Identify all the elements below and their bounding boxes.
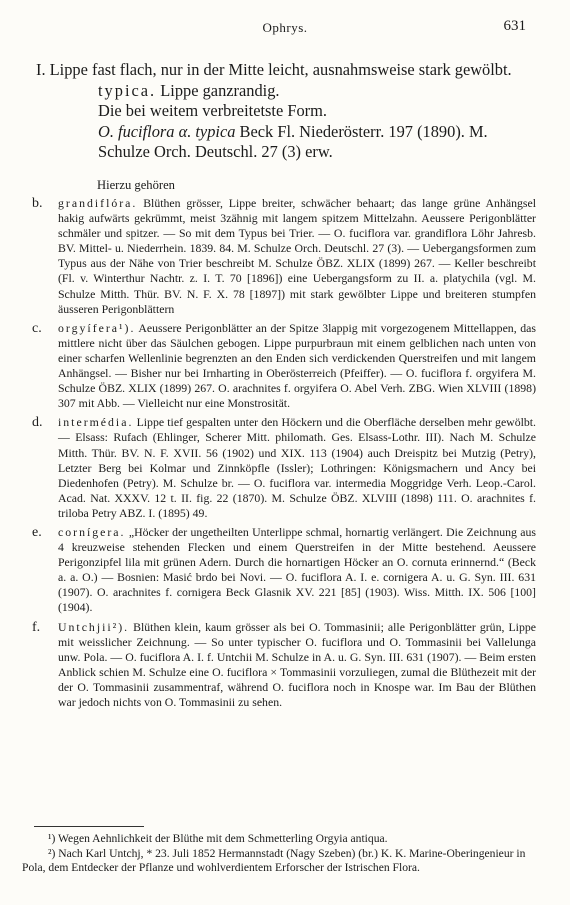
- page-number: 631: [503, 18, 526, 34]
- lead-line-3: Die bei weitem verbreitetste Form.: [98, 101, 327, 121]
- typica-desc: Lippe ganzrandig.: [160, 80, 280, 100]
- entry-text: Aeussere Perigonblätter an der Spitze 3lappig mit vorgezogenem Mittellappen, das mittlere nicht über das Säulchen gebogen. Lippe purpurbraun mit einem gelblichen nach unten von einer scharfen Wellenlinie begrenzten an den Enden sich verdickenden Querstreifen und mit langem Anhängsel. — Bisher nur bei Irnharting in Oberösterreich (Pfeiffer). — O. fuciflora f. orgyifera M. Schulze ÖBZ. XLIX (1899) 267. O. arachnites f. orgyifera O. Abel Verh. ZBG. Wien XLVIII (1898) 307 mit Abb. — Vielleicht nur eine Monstrosität.: [58, 320, 536, 411]
- entry-letter: c.: [32, 320, 42, 336]
- typica-name: typica.: [98, 80, 157, 100]
- entry-letter: b.: [32, 196, 43, 211]
- variety-entry: [32, 525, 536, 616]
- footnote-1: ¹) Wegen Aehnlichkeit der Blüthe mit dem Schmetterling Orgyia antiqua.: [48, 832, 388, 845]
- variety-entry: [32, 196, 536, 317]
- variety-entry: [32, 321, 536, 412]
- lead-reference: [36, 122, 536, 163]
- lead-typica: [36, 81, 536, 102]
- variety-entry: [32, 415, 536, 521]
- variety-entry: [32, 620, 536, 711]
- variety-list: [32, 196, 536, 710]
- entry-letter: e.: [32, 524, 42, 540]
- entry-name: intermédia.: [58, 415, 134, 430]
- running-title: Ophrys.: [262, 20, 308, 35]
- lead-ref-citation: Beck Fl. Niederösterr. 197 (1890). M. Schulze Orch. Deutschl. 27 (3) erw.: [98, 121, 488, 162]
- footnote-2: ²) Nach Karl Untchj, * 23. Juli 1852 Hermannstadt (Nagy Szeben) (br.) K. K. Marine-Oberingenieur in Pola, dem Entdecker der Pflanze und wohlverdientem Erforscher der Istrischen Flora.: [22, 846, 526, 875]
- footnotes: [22, 832, 538, 876]
- entry-text: Lippe tief gespalten unter den Höckern und die Oberfläche derselben mehr gewölbt. — Elsass: Rufach (Ehlinger, Scherer Mitt. philomath. Ges. Elsass-Lothr. III). Nach M. Schulze Mitth. Thür. BV. N. F. XVII. 56 (1902) und XIX. 113 (1904) auch Dreispitz bei Mutzig (Petry), Letzter Berg bei Kolmar und Zinnköpfle (Issler); Lothringen: Königsmachern und Ancy bei Diedenhofen (Petry). M. Schulze br. — O. fuciflora var. intermedia Moggridge Verh. Leop.-Carol. Acad. Nat. XXXV. 12 t. II. fig. 22 (1870). M. Schulze ÖBZ. XLVIII (1898) 111. O. arachnites f. triloba Petry ABZ. I. (1895) 49.: [58, 415, 536, 520]
- entry-text: Blüthen grösser, Lippe breiter, schwächer behaart; das lange grüne Anhängsel hakig aufwärts gekrümmt, meist 3zähnig mit langem spitzem Mittelzahn. Aeussere Perigonblätter schmäler und spitzer. — So mit dem Typus bei Trier. — O. fuciflora var. grandiflora Löhr Jahresb. BV. Mittel- u. Niederrhein. 1839. 84. M. Schulze Orch. Deutschl. 27 (3). — Uebergangsformen zum Typus aus der Nähe von Trier beschreibt M. Schulze ÖBZ. XLIX (1899) 267. — Keller beschreibt (Fl. v. Winterthur Nachtr. z. I. T. 70 [1896]) eine Uebergangsform zu II. a. platychila (vgl. M. Schulze Mitth. Thür. BV. N. F. X. 78 [1897]) mit stark gewölbter Lippe und breiteren stumpfen äusseren Perigonblättern: [58, 196, 536, 316]
- entry-name: cornígera.: [58, 524, 126, 539]
- entry-text: Blüthen klein, kaum grösser als bei O. Tommasinii; alle Perigonblätter grün, Lippe mit weisslicher Zeichnung. — So unter typischer O. fuciflora und O. Tommasinii bei Vallelunga unw. Pola. — O. fuciflora A. I. f. Untchii M. Schulze in A. u. G. Syn. III. 631 (1907). — Beim ersten Anblick schien M. Schulze eine O. fuciflora × Tommasinii vorzuliegen, zumal die Blüthezeit mit der der O. Tommasinii zusammentraf, während O. fuciflora noch in Knospe war. Im Bau der Blüthen war jedoch nichts von O. Tommasinii zu sehen.: [58, 619, 536, 709]
- entry-letter: f.: [32, 619, 41, 635]
- entry-name: Untchjii²).: [58, 619, 130, 634]
- entry-letter: d.: [32, 415, 43, 431]
- entry-name: orgyífera¹).: [58, 320, 136, 335]
- lead-line-1: I. Lippe fast flach, nur in der Mitte leicht, ausnahmsweise stark gewölbt.: [36, 60, 512, 79]
- entry-name: grandiflóra.: [58, 196, 138, 210]
- entry-text: „Höcker der ungetheilten Unterlippe schmal, hornartig verlängert. Die Zeichnung aus 4 kreuzweise stehenden Flecken und einem Querstreifen in der Mitte bestehend. Aeussere Perigonzipfel lila mit grünen Adern. Durch die hornartigen Höcker an O. cornuta erinnernd.“ (Beck a. a. O.) — Bosnien: Masić brdo bei Novi. — O. fuciflora A. I. e. cornigera A. u. G. Syn. III. 631 (1907). O. arachnites f. cornigera Beck Glasnik XV. 221 [85] (1903). Wiss. Mitth. IX. 506 [100] (1904).: [58, 524, 536, 615]
- lead-ref-taxon: O. fuciflora α. typica: [98, 121, 236, 141]
- footnote-rule: [34, 826, 144, 827]
- hierzu-label: Hierzu gehören: [97, 178, 175, 192]
- lead-paragraph: [36, 60, 536, 163]
